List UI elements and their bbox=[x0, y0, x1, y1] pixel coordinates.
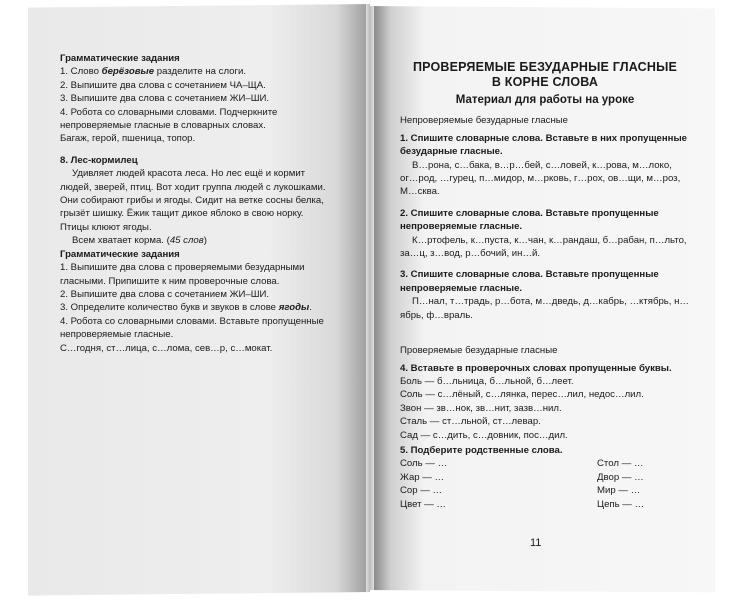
task2-item-3: 3. Определите количество букв и звуков в слове ягоды. bbox=[60, 302, 312, 314]
task1-item-4: 4. Робота со словарными словами. Подчеркните непроверяемые гласные в словарных словах. bbox=[60, 106, 278, 132]
list-item: Соль — … bbox=[400, 458, 448, 470]
exercise-2-title: 2. Спишите словарные слова. Вставьте пропущенные непроверяемые гласные. bbox=[400, 207, 659, 233]
list-item: Соль — с…лёный, с…лянка, перес…лил, недос…лил. bbox=[400, 389, 644, 401]
list-item: Двор — … bbox=[597, 471, 644, 483]
task2-item-4: 4. Робота со словарными словами. Вставьте пропущенные непроверяемые гласные. bbox=[60, 315, 324, 341]
task1-heading: Грамматические задания bbox=[60, 53, 180, 64]
page-subtitle: Материал для работы на уроке bbox=[455, 94, 635, 106]
exercise-1-title: 1. Спишите словарные слова. Вставьте в них пропущенные безударные гласные. bbox=[400, 132, 688, 158]
right-page-content bbox=[400, 60, 690, 511]
section-heading-2: Проверяемые безударные гласные bbox=[400, 345, 558, 357]
list-item: Жар — … bbox=[400, 471, 445, 483]
page-title-line-2: В КОРНЕ СЛОВА bbox=[491, 75, 599, 89]
task2-heading: Грамматические задания bbox=[60, 248, 180, 260]
exercise-4-lines bbox=[400, 375, 690, 442]
list-item: Мир — … bbox=[597, 485, 641, 497]
exercise-3-body: П…нал, т…традь, р…бота, м…дведь, д…кабрь, …ктябрь, н…ябрь, ф…враль. bbox=[400, 296, 689, 321]
page-number: 11 bbox=[530, 537, 542, 549]
exercise-5-right-column bbox=[545, 457, 690, 511]
list-item: Сталь — ст…льной, ст…левар. bbox=[400, 416, 541, 428]
list-item: Цепь — … bbox=[597, 498, 645, 510]
left-page-content bbox=[60, 52, 330, 355]
task2-item-2: 2. Выпишите два слова с сочетанием ЖИ–ШИ. bbox=[60, 288, 270, 300]
task2-item-1: 1. Выпишите два слова с проверяемыми безударными гласными. Припишите к ним проверочные слова. bbox=[60, 262, 305, 287]
list-item: Стол — … bbox=[597, 458, 644, 470]
exercise-5-columns bbox=[400, 457, 690, 511]
exercise-5-left-column bbox=[400, 457, 545, 511]
list-item: Сад — с…дить, с…довник, пос…дил. bbox=[400, 429, 568, 441]
text8-title: 8. Лес-кормилец bbox=[60, 154, 138, 166]
exercise-1-body: В…рона, с…бака, в…р…бей, с…ловей, к…рова, м…локо, ог…род, …гурец, п…мидор, м…рковь, г…рох, ов…щи, м…роз, М…сква. bbox=[400, 159, 681, 198]
page-title-line-1: ПРОВЕРЯЕМЫЕ БЕЗУДАРНЫЕ ГЛАСНЫЕ bbox=[412, 60, 678, 74]
task2-item-5: С…годня, ст…лица, с…лома, сев…р, с…мокат. bbox=[60, 342, 273, 354]
exercise-2-body: К…ртофель, к…пуста, к…чан, к…рандаш, б…рабан, п…льто, за…ц, з…вод, р…бочий, ин…й. bbox=[400, 234, 687, 260]
exercise-3-title: 3. Спишите словарные слова. Вставьте пропущенные непроверяемые гласные. bbox=[400, 269, 659, 294]
task1-item-3: 3. Выпишите два слова с сочетанием ЖИ–ШИ. bbox=[60, 93, 270, 105]
list-item: Сор — … bbox=[400, 485, 443, 497]
text8-last: Всем хватает корма. (45 слов) bbox=[72, 235, 207, 247]
list-item: Звон — зв…нок, зв…нит, зазв…нил. bbox=[400, 402, 562, 414]
list-item: Цвет — … bbox=[400, 498, 447, 510]
list-item: Боль — б…льница, б…льной, б…леет. bbox=[400, 375, 574, 387]
section-heading-1: Непроверяемые безударные гласные bbox=[400, 115, 568, 127]
text8-body: Удивляет людей красота леса. Но лес ещё и кормит людей, зверей, птиц. Вот ходит группа людей с лукошками. Они собирают грибы и ягоды. Сидит на ветке сосны белка, грызёт шишку. Ёжик тащит дикое яблоко в свою норку. Птицы клюют ягоды. bbox=[60, 168, 326, 233]
task1-item-2: 2. Выпишите два слова с сочетанием ЧА–ЩА. bbox=[60, 79, 266, 91]
exercise-5-title: 5. Подберите родственные слова. bbox=[400, 444, 563, 456]
exercise-4-title: 4. Вставьте в проверочных словах пропущенные буквы. bbox=[400, 362, 672, 374]
task1-item-1: 1. Слово берёзовые разделите на слоги. bbox=[60, 66, 247, 78]
task1-words: Багаж, герой, пшеница, топор. bbox=[60, 133, 196, 145]
